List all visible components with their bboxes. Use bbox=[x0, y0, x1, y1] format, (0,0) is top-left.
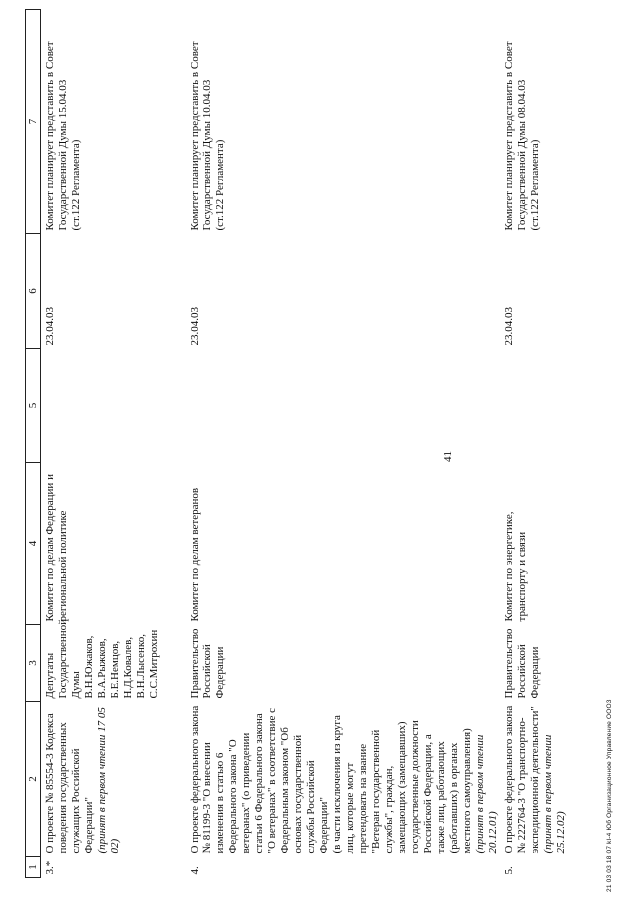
responsible-committee: Комитет по делам ветеранов bbox=[188, 487, 201, 622]
initiator: Правительство Российской Федерации bbox=[188, 628, 227, 699]
bill-reading-note: (принят в первом чтении 25.12.02) bbox=[541, 734, 567, 854]
bill-title: О проекте федерального закона № 222764-3 "О транспортно-экспедиционной деятельности" bbox=[502, 705, 541, 854]
table-row bbox=[500, 10, 620, 878]
page-number: 41 bbox=[442, 451, 454, 462]
bill-reading-note: (принят в первом чтении 17 05 02) bbox=[95, 707, 121, 854]
header-col-4: 4 bbox=[26, 463, 41, 625]
header-col-5: 5 bbox=[26, 349, 41, 463]
status-cell: Комитет планирует представить в Совет Государственной Думы 15.04.03 (ст.122 Регламента) bbox=[44, 41, 82, 231]
col5-cell bbox=[500, 349, 620, 463]
header-col-1: 1 bbox=[26, 857, 41, 878]
bill-title: О проекте федерального закона № 81199-3 "О внесении изменения в статью 6 Федерального закона "О ветеранах" (о приведении статьи 6 Федерального закона "О ветеранах" в соответствие с Федеральным законом "Об основах государственной службы Российской Федерации" (в части исключения из круга лиц, которые могут претендовать на звание "Ветеран государственной службы", граждан, замещающих (замещавших) государственные должности Российской Федерации, а также лиц, работающих (работавших) в органах местного самоуправления) bbox=[188, 705, 473, 854]
document-footer: 21 03 03 18 07 kl-4 Юб Организационное Управление ООО3 bbox=[606, 699, 613, 892]
col5-cell bbox=[186, 349, 500, 463]
header-col-2: 2 bbox=[26, 702, 41, 857]
initiator: Правительство Российской Федерации bbox=[502, 628, 541, 699]
agenda-table bbox=[25, 9, 620, 878]
header-row bbox=[26, 10, 41, 878]
bill-description bbox=[41, 702, 186, 857]
bill-description bbox=[500, 702, 620, 857]
date-cell: 23.04.03 bbox=[188, 307, 201, 346]
date-cell: 23.04.03 bbox=[44, 307, 56, 346]
table-row bbox=[41, 10, 186, 878]
bill-reading-note: (принят в первом чтении 20.12.01) bbox=[473, 734, 499, 854]
bill-title: О проекте № 85554-3 Кодекса поведения государственных служащих Российской Федерации" bbox=[44, 713, 95, 854]
header-col-3: 3 bbox=[26, 625, 41, 702]
responsible-committee: Комитет по делам Федерации и региональной политике bbox=[44, 474, 69, 622]
row-number: 5. bbox=[502, 866, 515, 875]
header-col-7: 7 bbox=[26, 10, 41, 234]
date-cell: 23.04.03 bbox=[502, 307, 515, 346]
col5-cell bbox=[41, 349, 186, 463]
status-cell: Комитет планирует представить в Совет Государственной Думы 08.04.03 (ст.122 Регламента) bbox=[502, 41, 541, 231]
row-number: 4. bbox=[188, 866, 201, 875]
bill-description bbox=[186, 702, 500, 857]
responsible-committee: Комитет по энергетике, транспорту и связи bbox=[502, 511, 528, 622]
initiator: Депутаты Государственной Думы В.Н.Южаков, В.А.Рыжков, Б.Е.Немцов, Н.Д.Ковалев, В.Н.Лысенко, С.С.Митрохин bbox=[44, 618, 160, 699]
table-row bbox=[186, 10, 500, 878]
status-cell: Комитет планирует представить в Совет Государственной Думы 10.04.03 (ст.122 Регламента) bbox=[188, 41, 227, 231]
row-number: 3.* bbox=[44, 860, 56, 875]
header-col-6: 6 bbox=[26, 234, 41, 349]
